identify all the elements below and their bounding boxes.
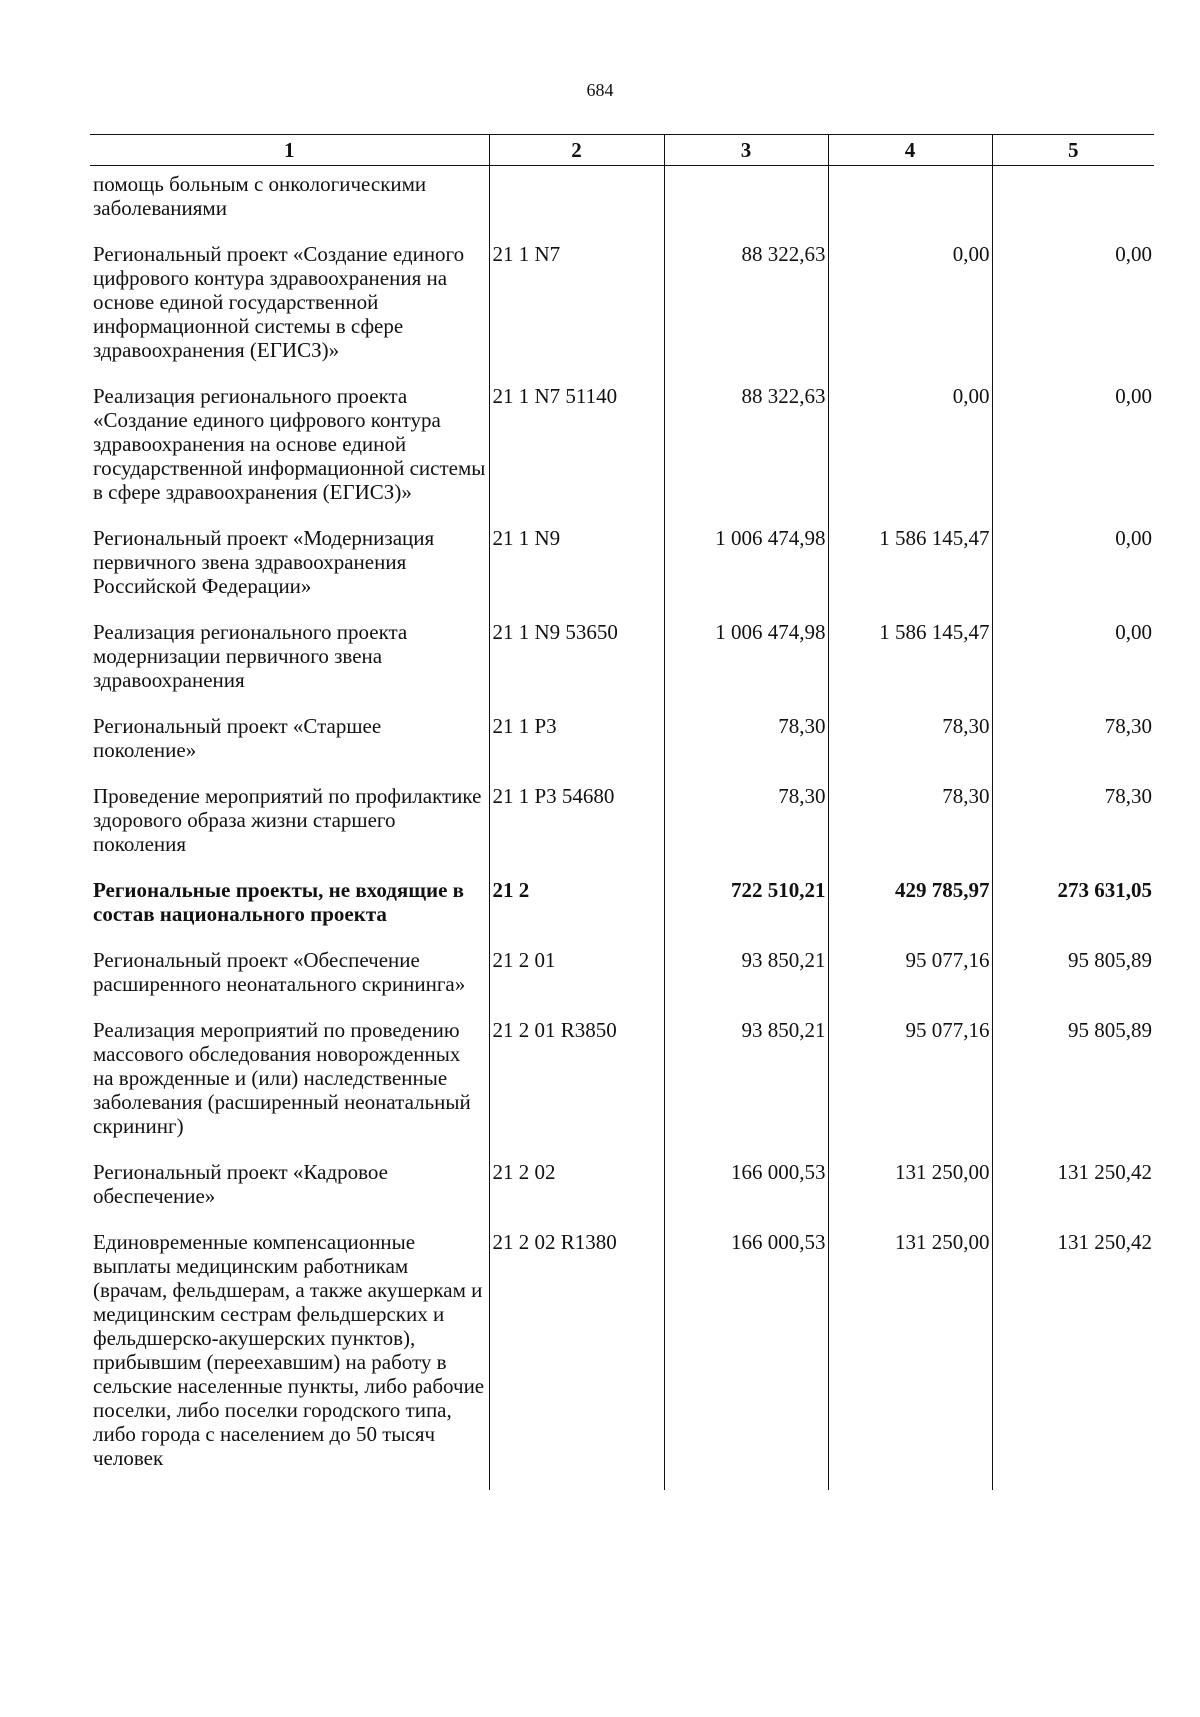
row-value-5: 0,00 bbox=[992, 234, 1154, 376]
row-value-4: 95 077,16 bbox=[828, 940, 992, 1010]
header-col-1: 1 bbox=[90, 135, 489, 166]
row-value-5: 0,00 bbox=[992, 518, 1154, 612]
row-code: 21 1 P3 bbox=[489, 706, 664, 776]
table-row bbox=[90, 376, 1154, 518]
row-value-4: 95 077,16 bbox=[828, 1010, 992, 1152]
row-value-5: 0,00 bbox=[992, 376, 1154, 518]
row-value-5: 78,30 bbox=[992, 776, 1154, 870]
row-value-5: 78,30 bbox=[992, 706, 1154, 776]
row-value-3: 166 000,53 bbox=[664, 1222, 828, 1490]
row-code: 21 1 P3 54680 bbox=[489, 776, 664, 870]
table-row bbox=[90, 518, 1154, 612]
row-code bbox=[489, 166, 664, 235]
row-value-4: 131 250,00 bbox=[828, 1152, 992, 1222]
row-code: 21 1 N7 bbox=[489, 234, 664, 376]
row-value-4: 429 785,97 bbox=[828, 870, 992, 940]
row-value-4: 0,00 bbox=[828, 376, 992, 518]
row-name: помощь больным с онкологическими заболеваниями bbox=[93, 172, 427, 220]
table-row bbox=[90, 706, 1154, 776]
row-value-3: 722 510,21 bbox=[664, 870, 828, 940]
row-value-5: 95 805,89 bbox=[992, 940, 1154, 1010]
row-code: 21 1 N9 bbox=[489, 518, 664, 612]
row-name: Реализация регионального проекта «Создание единого цифрового контура здравоохранения на основе единой государственной информационной системы в сфере здравоохранения (ЕГИСЗ)» bbox=[93, 384, 486, 504]
row-value-5: 131 250,42 bbox=[992, 1152, 1154, 1222]
row-value-3: 166 000,53 bbox=[664, 1152, 828, 1222]
row-value-5 bbox=[992, 166, 1154, 235]
header-col-2: 2 bbox=[489, 135, 664, 166]
row-code: 21 1 N9 53650 bbox=[489, 612, 664, 706]
row-code: 21 2 bbox=[489, 870, 664, 940]
row-name: Региональный проект «Старшее поколение» bbox=[93, 714, 382, 762]
table-row bbox=[90, 776, 1154, 870]
row-name: Региональный проект «Создание единого цифрового контура здравоохранения на основе единой государственной информационной системы в сфере здравоохранения (ЕГИСЗ)» bbox=[93, 242, 465, 362]
row-value-5: 0,00 bbox=[992, 612, 1154, 706]
row-value-3: 88 322,63 bbox=[664, 376, 828, 518]
row-name: Проведение мероприятий по профилактике здорового образа жизни старшего поколения bbox=[93, 784, 482, 856]
row-value-3: 1 006 474,98 bbox=[664, 518, 828, 612]
row-code: 21 1 N7 51140 bbox=[489, 376, 664, 518]
row-code: 21 2 02 R1380 bbox=[489, 1222, 664, 1490]
table-row bbox=[90, 1152, 1154, 1222]
header-col-3: 3 bbox=[664, 135, 828, 166]
header-col-4: 4 bbox=[828, 135, 992, 166]
table-row bbox=[90, 1222, 1154, 1490]
row-value-4: 78,30 bbox=[828, 776, 992, 870]
row-name: Единовременные компенсационные выплаты медицинским работникам (врачам, фельдшерам, а также акушеркам и медицинским сестрам фельдшерских и фельдшерско-акушерских пунктов), прибывшим (переехавшим) на работу в сельские населенные пункты, либо рабочие поселки, либо поселки городского типа, либо города с населением до 50 тысяч человек bbox=[93, 1230, 485, 1470]
table-header-row bbox=[90, 135, 1154, 166]
row-value-3: 88 322,63 bbox=[664, 234, 828, 376]
row-code: 21 2 01 bbox=[489, 940, 664, 1010]
table-row bbox=[90, 612, 1154, 706]
row-value-4: 0,00 bbox=[828, 234, 992, 376]
row-name: Региональные проекты, не входящие в состав национального проекта bbox=[93, 878, 464, 926]
row-name: Региональный проект «Кадровое обеспечение» bbox=[93, 1160, 388, 1208]
row-name: Региональный проект «Модернизация первичного звена здравоохранения Российской Федерации» bbox=[93, 526, 435, 598]
row-value-3: 93 850,21 bbox=[664, 940, 828, 1010]
table-row bbox=[90, 940, 1154, 1010]
row-value-5: 273 631,05 bbox=[992, 870, 1154, 940]
budget-table bbox=[90, 134, 1154, 1490]
row-value-5: 131 250,42 bbox=[992, 1222, 1154, 1490]
row-name: Реализация мероприятий по проведению массового обследования новорожденных на врожденные и (или) наследственные заболевания (расширенный неонатальный скрининг) bbox=[93, 1018, 471, 1138]
row-name: Региональный проект «Обеспечение расширенного неонатального скрининга» bbox=[93, 948, 466, 996]
table-row bbox=[90, 1010, 1154, 1152]
row-name: Реализация регионального проекта модернизации первичного звена здравоохранения bbox=[93, 620, 408, 692]
row-value-4: 131 250,00 bbox=[828, 1222, 992, 1490]
row-value-3 bbox=[664, 166, 828, 235]
row-value-4: 1 586 145,47 bbox=[828, 612, 992, 706]
row-value-3: 1 006 474,98 bbox=[664, 612, 828, 706]
table-row bbox=[90, 234, 1154, 376]
row-value-3: 78,30 bbox=[664, 776, 828, 870]
row-value-4: 1 586 145,47 bbox=[828, 518, 992, 612]
row-value-5: 95 805,89 bbox=[992, 1010, 1154, 1152]
row-value-4: 78,30 bbox=[828, 706, 992, 776]
row-value-3: 78,30 bbox=[664, 706, 828, 776]
row-value-4 bbox=[828, 166, 992, 235]
table-row bbox=[90, 166, 1154, 235]
header-col-5: 5 bbox=[992, 135, 1154, 166]
page-number: 684 bbox=[586, 80, 614, 100]
row-value-3: 93 850,21 bbox=[664, 1010, 828, 1152]
row-code: 21 2 02 bbox=[489, 1152, 664, 1222]
row-code: 21 2 01 R3850 bbox=[489, 1010, 664, 1152]
table-row-section bbox=[90, 870, 1154, 940]
